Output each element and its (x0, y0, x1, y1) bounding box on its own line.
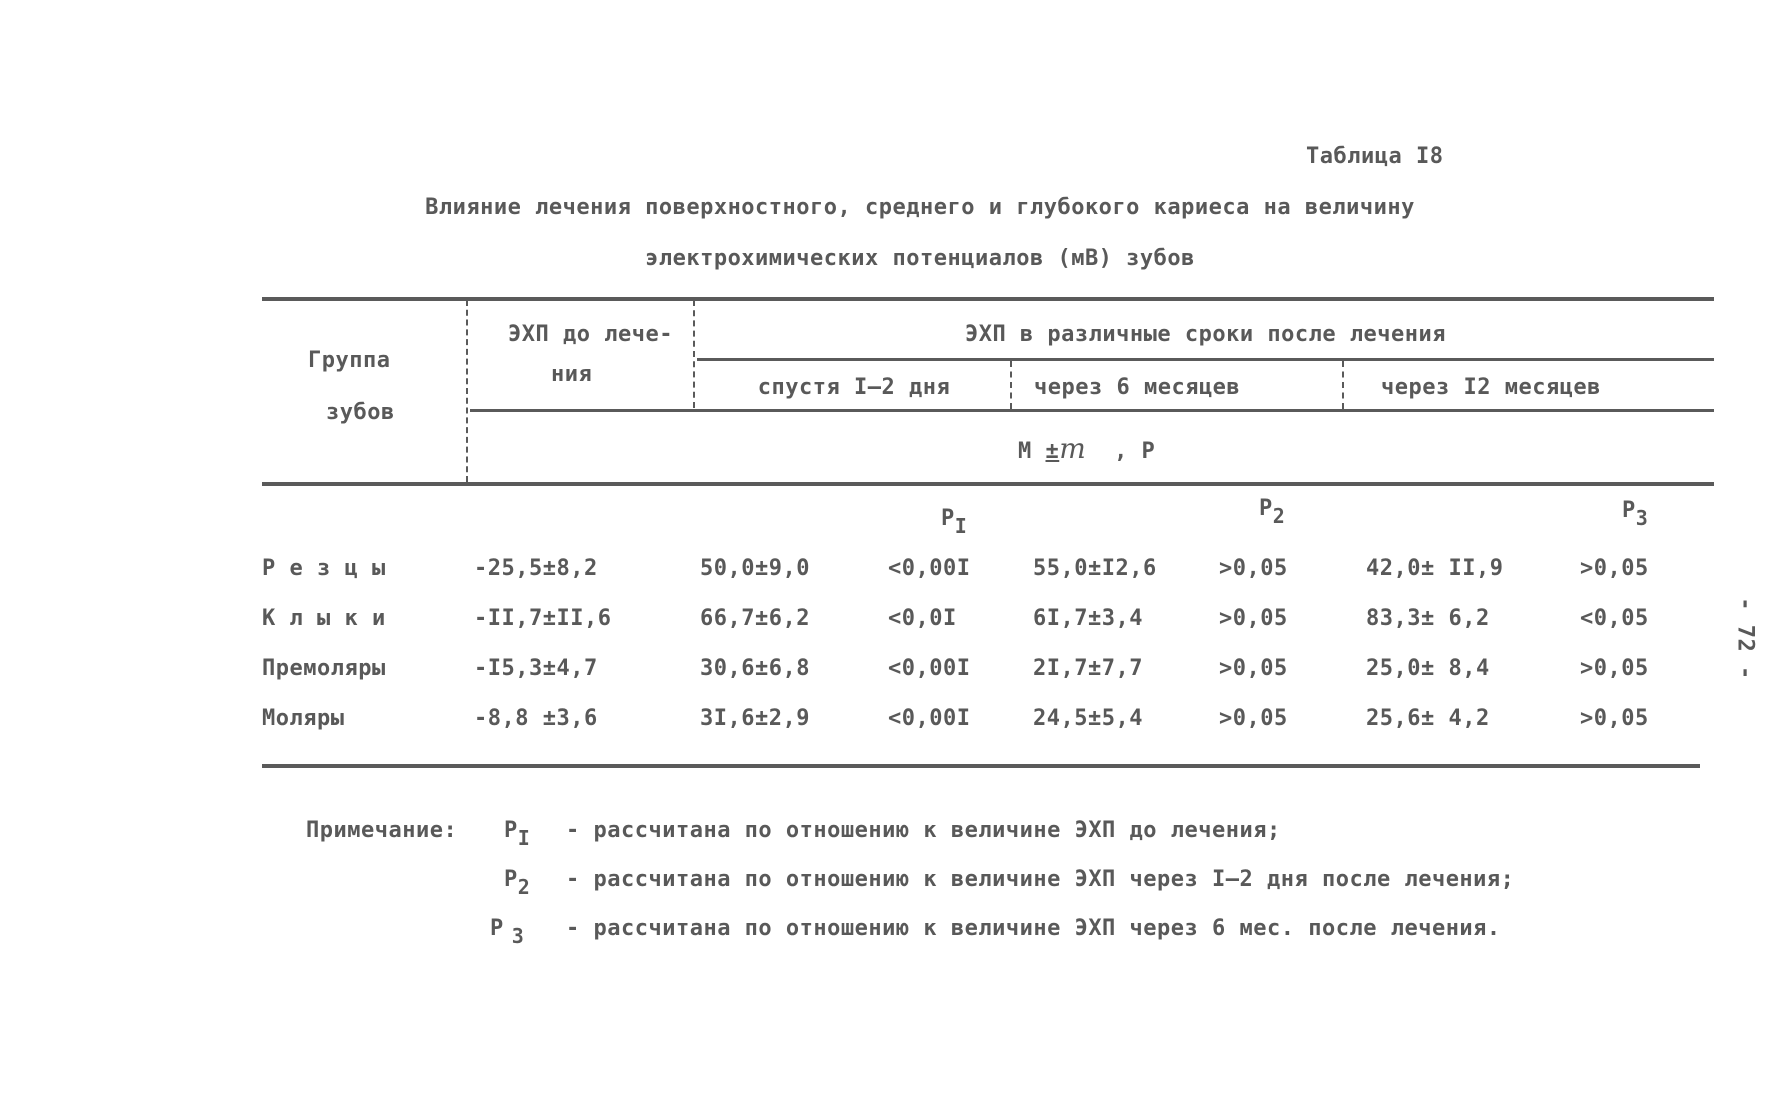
row-p3: >0,05 (1580, 706, 1649, 731)
row-before: -8,8 ±3,6 (474, 706, 598, 731)
after-6-divider (1342, 361, 1344, 409)
row-after-1-2: 3I,6±2,9 (700, 706, 810, 731)
stat-m: m (1059, 432, 1087, 465)
header-before-line1: ЭХП до лече- (508, 322, 673, 347)
row-after-6: 2I,7±7,7 (1033, 656, 1143, 681)
note-p2-text: - рассчитана по отношению к величине ЭХП через I–2 дня после лечения; (566, 867, 1515, 892)
row-after-12: 83,3± 6,2 (1366, 606, 1490, 631)
note-p1-text: - рассчитана по отношению к величине ЭХП до лечения; (566, 818, 1281, 843)
subheader-rule (697, 358, 1714, 361)
row-p2: >0,05 (1219, 606, 1288, 631)
row-p1: <0,00I (888, 656, 971, 681)
note-p2-symbol: $P_2$ (504, 867, 531, 899)
row-p3: >0,05 (1580, 656, 1649, 681)
row-p1: <0,0I (888, 606, 957, 631)
header-group-line2: зубов (326, 400, 395, 425)
row-group: Р е з ц ы (262, 556, 386, 581)
row-before: -II,7±II,6 (474, 606, 612, 631)
row-group: Премоляры (262, 656, 386, 681)
row-group: К л ы к и (262, 606, 386, 631)
group-column-divider (466, 300, 468, 482)
header-group-line1: Группа (308, 348, 391, 373)
table-title-line2: электрохимических потенциалов (мВ) зубов (645, 246, 1195, 271)
row-after-1-2: 30,6±6,8 (700, 656, 810, 681)
note-p3-text: - рассчитана по отношению к величине ЭХП через 6 мес. после лечения. (566, 916, 1501, 941)
notes-label: Примечание: (306, 818, 458, 843)
row-before: -I5,3±4,7 (474, 656, 598, 681)
stat-plus-minus: ± (1045, 439, 1060, 464)
header-before-line2: ния (551, 362, 593, 387)
header-bottom-rule (262, 482, 1714, 486)
before-column-divider (693, 300, 695, 408)
note-p1-symbol: $P_I$ (504, 818, 531, 850)
table-label: Таблица I8 (1306, 144, 1444, 169)
p3-label: $P_3$ (1622, 498, 1649, 530)
row-p3: >0,05 (1580, 556, 1649, 581)
row-p2: >0,05 (1219, 556, 1288, 581)
header-stat-label (1018, 432, 1155, 465)
header-after-span: ЭХП в различные сроки после лечения (964, 322, 1447, 347)
after-1-2-divider (1010, 361, 1012, 409)
stat-P: , Р (1114, 439, 1156, 464)
row-before: -25,5±8,2 (474, 556, 598, 581)
table-title-line1: Влияние лечения поверхностного, среднего и глубокого кариеса на величину (425, 195, 1415, 220)
header-after-1-2-days: спустя I–2 дня (757, 375, 951, 400)
row-p1: <0,00I (888, 556, 971, 581)
row-after-12: 25,0± 8,4 (1366, 656, 1490, 681)
row-p1: <0,00I (888, 706, 971, 731)
note-p3-symbol: P $_3$ (490, 916, 525, 948)
row-after-1-2: 50,0±9,0 (700, 556, 810, 581)
table-top-rule (262, 297, 1714, 301)
stat-row-rule (470, 409, 1714, 412)
row-after-6: 24,5±5,4 (1033, 706, 1143, 731)
row-p3: <0,05 (1580, 606, 1649, 631)
stat-M: М (1018, 439, 1032, 464)
row-after-6: 55,0±I2,6 (1033, 556, 1157, 581)
row-p2: >0,05 (1219, 656, 1288, 681)
row-p2: >0,05 (1219, 706, 1288, 731)
row-after-12: 42,0± II,9 (1366, 556, 1504, 581)
table-bottom-rule (262, 764, 1700, 768)
header-after-12-months: через I2 месяцев (1381, 375, 1601, 400)
row-after-12: 25,6± 4,2 (1366, 706, 1490, 731)
row-group: Моляры (262, 706, 345, 731)
p2-label: $P_2$ (1259, 496, 1286, 528)
p1-label: $P_I$ (941, 506, 968, 538)
row-after-6: 6I,7±3,4 (1033, 606, 1143, 631)
header-after-6-months: через 6 месяцев (1034, 375, 1241, 400)
page-number: - 72 - (1732, 597, 1758, 680)
row-after-1-2: 66,7±6,2 (700, 606, 810, 631)
